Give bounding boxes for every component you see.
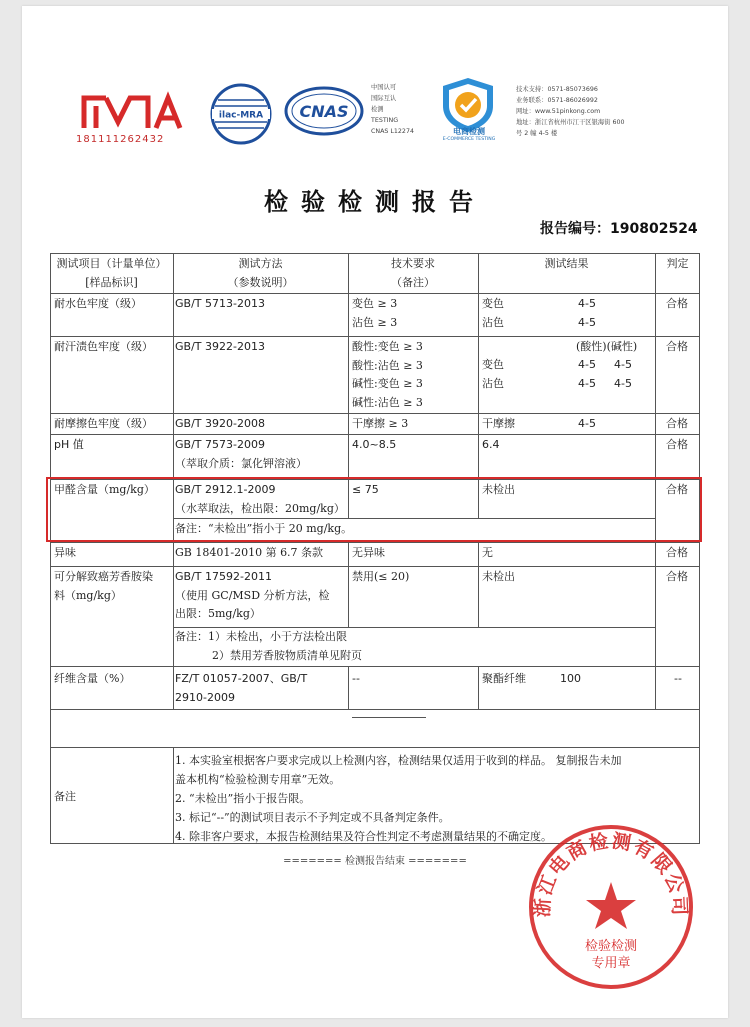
- remarks-list: 1. 本实验室根据客户要求完成以上检测内容，检测结果仅适用于收到的样品。 复制报告未加 盖本机构“检验检测专用章”无效。 2. “未检出”指小于报告限。 3. 标记“--”的测试项目表示不予判定或不具备判定条件。 4. 除非客户要求，本报告检测结果及符合性判定不考虑测量结果的不确定度。: [175, 754, 622, 843]
- row-result-value: 4-5: [578, 417, 596, 430]
- header-method: 测试方法 （参数说明）: [227, 257, 294, 289]
- row-verdict: 合格: [666, 438, 688, 451]
- row-method: FZ/T 01057-2007、GB/T 2910-2009: [175, 672, 308, 704]
- svg-text:ilac-MRA: ilac-MRA: [218, 110, 264, 121]
- row-result-header: (酸性)(碱性): [576, 340, 638, 353]
- row-requirement: 变色 ≥ 3 沾色 ≥ 3: [352, 297, 398, 329]
- row-result-value-alkaline: 4-5 4-5: [614, 358, 632, 390]
- row-method: GB/T 17592-2011 （使用 GC/MSD 分析方法，检 出限：5mg/kg）: [175, 570, 330, 620]
- row-result-label: 干摩擦: [482, 417, 515, 430]
- row-item: 可分解致癌芳香胺染 料（mg/kg）: [54, 570, 153, 602]
- row-result-value: 未检出: [482, 483, 515, 496]
- row-requirement: 酸性:变色 ≥ 3 酸性:沾色 ≥ 3 碱性:变色 ≥ 3 碱性:沾色 ≥ 3: [352, 340, 423, 409]
- row-requirement: 干摩擦 ≥ 3: [352, 417, 409, 430]
- row-note: 备注：1）未检出，小于方法检出限 2）禁用芳香胺物质清单见附页: [175, 630, 362, 662]
- row-result-value-acid: 4-5 4-5: [578, 358, 596, 390]
- report-title: 检验检测报告: [264, 188, 486, 216]
- header-verdict: 判定: [666, 257, 689, 270]
- ilac-mra-logo: [206, 82, 276, 146]
- row-result-value: 4-5 4-5: [578, 297, 596, 329]
- row-method: GB/T 5713-2013: [175, 297, 265, 310]
- row-result-label: 变色 沾色: [482, 297, 504, 329]
- row-verdict: 合格: [666, 417, 688, 430]
- highlight-box: [46, 477, 702, 542]
- row-item: 甲醛含量（mg/kg）: [54, 483, 155, 496]
- remarks-label: 备注: [54, 790, 76, 803]
- official-seal-stamp: [526, 822, 696, 992]
- row-method: GB/T 7573-2009 （萃取介质：氯化钾溶液）: [175, 438, 307, 470]
- svg-text:CNAS: CNAS: [299, 102, 349, 121]
- row-item: 耐汗渍色牢度（级）: [54, 340, 153, 353]
- cnas-accreditation-text: 中国认可 国际互认 检测 TESTING CNAS L12274: [371, 84, 414, 135]
- row-result-value: 无: [482, 546, 493, 559]
- row-item: 异味: [54, 546, 76, 559]
- row-item: 耐摩擦色牢度（级）: [54, 417, 153, 430]
- report-end-marker: ======= 检测报告结束 =======: [283, 856, 467, 867]
- header-requirement: 技术要求 （备注）: [391, 257, 435, 289]
- row-method: GB 18401-2010 第 6.7 条款: [175, 546, 324, 559]
- row-result-label: 变色 沾色: [482, 358, 504, 390]
- row-method: GB/T 3920-2008: [175, 417, 265, 430]
- svg-text:专用章: 专用章: [591, 956, 631, 971]
- row-verdict: 合格: [666, 570, 688, 583]
- row-requirement: 无异味: [352, 546, 385, 559]
- row-verdict: 合格: [666, 297, 688, 310]
- ecommerce-testing-label: 电商检测 E-COMMERCE TESTING: [442, 127, 496, 142]
- row-verdict: 合格: [666, 483, 688, 496]
- row-item: 耐水色牢度（级）: [54, 297, 142, 310]
- row-requirement: 禁用(≤ 20): [352, 570, 410, 583]
- row-method: GB/T 2912.1-2009 （水萃取法，检出限：20mg/kg）: [175, 483, 345, 515]
- header-result: 测试结果: [544, 257, 589, 270]
- cma-number: 181111262432: [76, 134, 165, 145]
- row-requirement: 4.0~8.5: [352, 438, 397, 451]
- row-verdict: 合格: [666, 340, 688, 353]
- row-result-label: 聚酯纤维: [482, 672, 526, 685]
- row-requirement: ≤ 75: [352, 483, 379, 496]
- row-result-value: 100: [560, 672, 581, 685]
- cnas-logo: [284, 86, 364, 136]
- row-method: GB/T 3922-2013: [175, 340, 265, 353]
- divider: [352, 717, 426, 718]
- svg-text:检验检测: 检验检测: [584, 939, 638, 954]
- row-note: 备注：“未检出”指小于 20 mg/kg。: [175, 522, 353, 535]
- header-item: 测试项目（计量单位） [样品标识]: [56, 257, 167, 289]
- report-number: 报告编号：190802524: [540, 221, 698, 237]
- row-result-value: 未检出: [482, 570, 515, 583]
- row-result-value: 6.4: [482, 438, 500, 451]
- row-verdict: --: [674, 672, 682, 685]
- row-verdict: 合格: [666, 546, 688, 559]
- svg-text:浙江电商检测有限公司: 浙江电商检测有限公司: [531, 829, 691, 918]
- row-item: 纤维含量（%）: [54, 672, 131, 685]
- row-requirement: --: [352, 672, 360, 685]
- row-item: pH 值: [54, 438, 84, 451]
- contact-info: 技术支持：0571-85073696 业务联系：0571-86026992 网址：www.51pinkong.com 地址：浙江省杭州市江干区银海街 600 号 2 幢 4-5 楼: [516, 86, 625, 137]
